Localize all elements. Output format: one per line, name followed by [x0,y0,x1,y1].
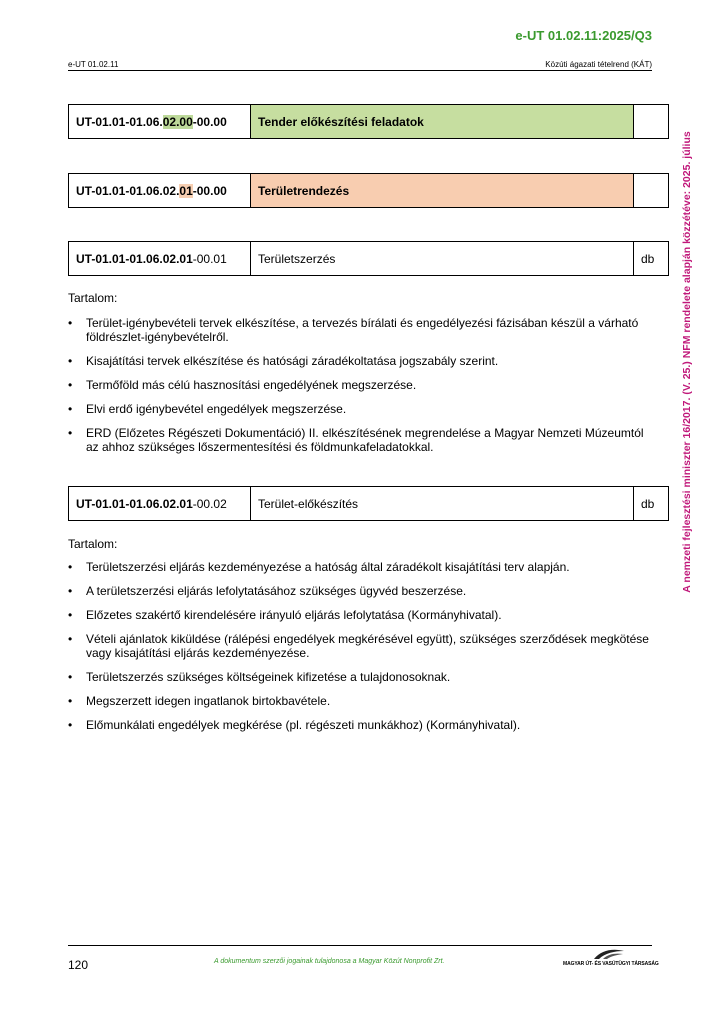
code-part: -00.01 [192,251,227,266]
item-table-tender [68,104,669,139]
list-item: • Előzetes szakértő kirendelésére irányuló eljárás lefolytatása (Kormányhivatal). [68,608,658,622]
code-part: UT-01.01-01.06. [76,114,163,129]
code-part: UT-01.01-01.06.02.01 [76,496,193,511]
list-item: • Területszerzési eljárás kezdeményezése a hatóság által záradékolt kisajátítási terv alapján. [68,560,658,574]
item-code [69,105,251,139]
item-code [69,242,251,276]
document-code: e-UT 01.02.11:2025/Q3 [515,28,652,43]
logo-swoosh-icon [593,948,625,960]
code-part: -00.00 [192,183,227,198]
list-item: • Vételi ajánlatok kiküldése (rálépési engedélyek megkérésével együtt), szükséges szerződések megkötése vagy kisajátítási eljárás kezdeményezése. [68,632,658,660]
page-number: 120 [68,958,89,972]
content-list [68,560,658,742]
section-heading: Tartalom: [68,537,118,551]
list-item: • Termőföld más célú hasznosítási engedélyének megszerzése. [68,378,658,392]
code-part: -00.02 [192,496,227,511]
company-logo [563,948,659,972]
code-part: -00.00 [192,114,227,129]
content-list [68,316,658,464]
list-item: • Kisajátítási tervek elkészítése és hatósági záradékoltatása jogszabály szerint. [68,354,658,368]
code-part: UT-01.01-01.06.02. [76,183,180,198]
list-item: • Megszerzett idegen ingatlanok birtokbavétele. [68,694,658,708]
copyright-note: A dokumentum szerzői jogainak tulajdonosa a Magyar Közút Nonprofit Zrt. [214,958,445,965]
list-item: • Területszerzés szükséges költségeinek kifizetése a tulajdonosoknak. [68,670,658,684]
side-note [677,95,697,630]
item-code [69,174,251,208]
item-title: Területrendezés [251,174,634,208]
list-item: • ERD (Előzetes Régészeti Dokumentáció) II. elkészítésének megrendelése a Magyar Nemzeti Múzeumtól az ahhoz szükséges lőszermentesítési és földmunkafeladatokkal. [68,426,658,454]
header-right: Közúti ágazati tételrend (KÁT) [545,60,652,69]
item-unit [634,105,669,139]
code-highlight: 01 [179,183,193,198]
code-highlight: 02.00 [162,114,193,129]
footer-divider [68,945,652,946]
item-unit: db [634,242,669,276]
item-title: Tender előkészítési feladatok [251,105,634,139]
item-code [69,487,251,521]
list-item: • Terület-igénybevételi tervek elkészítése, a tervezés bírálati és engedélyezési fázisában készül a várható földrészlet-igénybevételről. [68,316,658,344]
list-item: • Elvi erdő igénybevétel engedélyek megszerzése. [68,402,658,416]
header-divider [68,70,652,71]
item-table-teruletszerzes [68,241,669,276]
item-title: Terület-előkészítés [251,487,634,521]
code-part: UT-01.01-01.06.02.01 [76,251,193,266]
item-unit: db [634,487,669,521]
list-item: • Előmunkálati engedélyek megkérése (pl. régészeti munkákhoz) (Kormányhivatal). [68,718,658,732]
header-left: e-UT 01.02.11 [68,60,119,69]
list-item: • A területszerzési eljárás lefolytatásához szükséges ügyvéd beszerzése. [68,584,658,598]
item-table-terulet-elokeszites [68,486,669,521]
section-heading: Tartalom: [68,291,118,305]
logo-text: MAGYAR ÚT- ÉS VASÚTÜGYI TÁRSASÁG [563,961,659,967]
item-unit [634,174,669,208]
item-title: Területszerzés [251,242,634,276]
item-table-teruletrendezes [68,173,669,208]
side-note-text: A nemzeti fejlesztési miniszter 16/2017. (V. 25.) NFM rendelete alapján közzétéve: 2025. július [681,131,693,593]
